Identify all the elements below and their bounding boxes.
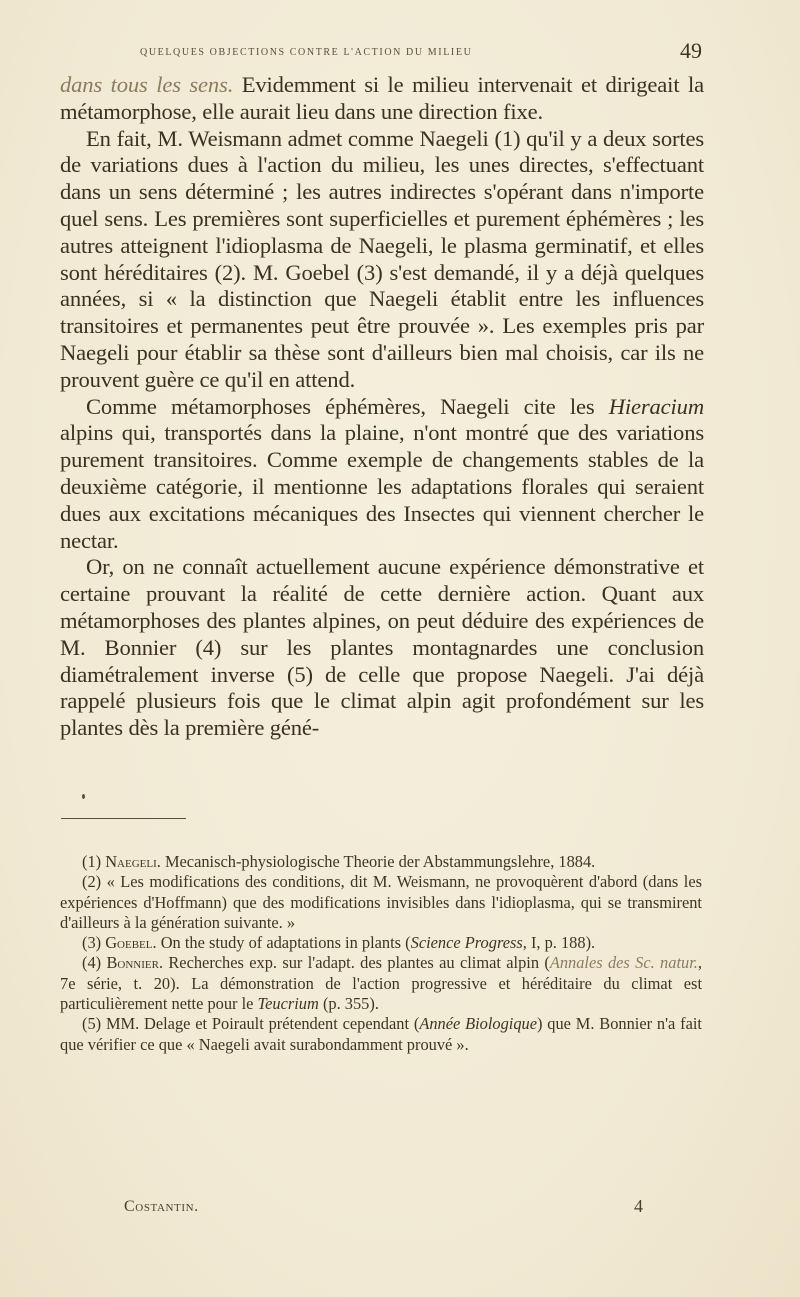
footnote-marker: (3): [82, 933, 106, 953]
footnote-5: [60, 1014, 702, 1055]
footnote-author: Bonnier: [106, 953, 159, 973]
paragraph-4: [60, 554, 704, 742]
footnote-marker: (2): [82, 872, 107, 892]
footnote-marker: (4): [82, 953, 107, 973]
footnote-italic: Annales des Sc. natur.: [549, 953, 698, 973]
footnote-4: [60, 953, 702, 1014]
footnote-text: , I, p. 188).: [522, 933, 596, 953]
signature-number: 4: [634, 1196, 643, 1216]
paragraph-text: En fait, M. Weismann admet comme Naegeli (1) qu'il y a deux sortes de variations dues à l'action du milieu, les unes directes, s'effectuant dans un sens déterminé ; les autres indirectes s'opérant dans n'importe quel sens. Les premières sont superficielles et purement éphémères ; les autres atteignent l'idioplasma de Naegeli, le plasma germinatif, et elles sont héréditaires (2). M. Goebel (3) s'est demandé, il y a déjà quelques années, si « la distinction que Naegeli établit entre les influences transitoires et permanentes peut être prouvée ». Les exemples pris par Naegeli pour établir sa thèse sont d'ailleurs bien mal choisis, car ils ne prouvent guère ce qu'il en attend.: [60, 125, 704, 392]
paragraph-text: Or, on ne connaît actuellement aucune expérience démonstrative et certaine prouvant la réalité de cette dernière action. Quant aux métamorphoses des plantes alpines, on peut déduire des expériences de M. Bonnier (4) sur les plantes montagnardes une conclusion diamétralement inverse (5) de celle que propose Naegeli. J'ai déjà rappelé plusieurs fois que le climat alpin agit profondément sur les plantes dès la première géné-: [60, 554, 704, 741]
paragraph-2: [60, 126, 704, 394]
body-text: [60, 72, 704, 742]
footnote-italic: Année Biologique: [419, 1014, 538, 1034]
paragraph-1: [60, 72, 704, 126]
footnote-text: , 7e série, t. 20). La démonstration de l'action progressive et héréditaire du climat est particulièrement nette pour le: [60, 953, 702, 1014]
footnote-marker: (1): [82, 852, 106, 871]
footnote-text: . On the study of adaptations in plants (: [152, 933, 411, 953]
running-title: quelques objections contre l'action du milieu: [140, 44, 473, 59]
footnote-3: [60, 933, 702, 953]
page-number: 49: [680, 38, 702, 63]
footnote-italic: Science Progress: [410, 933, 523, 953]
footnotes: [60, 852, 702, 1055]
paragraph-3: [60, 394, 704, 555]
footnote-author: Naegeli: [105, 852, 157, 871]
footnote-rule: [61, 818, 186, 819]
footnote-text: . Recherches exp. sur l'adapt. des plantes au climat alpin (: [158, 953, 550, 973]
footnote-2: [60, 872, 702, 933]
footnote-italic: Teucrium: [257, 994, 319, 1014]
footnote-marker: (5): [82, 1014, 106, 1034]
italic-lead: dans tous les sens.: [60, 72, 234, 97]
running-head: [78, 38, 702, 68]
footnote-author: Goebel: [105, 933, 153, 953]
signature-name: Costantin.: [124, 1198, 199, 1215]
paragraph-text: Evidemment si le milieu intervenait et dirigeait la métamorphose, elle aurait lieu dans une direction fixe.: [60, 72, 704, 124]
footnote-text: ) que M. Bonnier n'a fait que vérifier ce que « Naegeli avait surabondamment prouvé ».: [60, 1014, 702, 1054]
italic-taxon: Hieracium: [608, 393, 704, 419]
footnote-1: [60, 852, 702, 872]
footnote-text: . Mecanisch-physiologische Theorie der Abstammungslehre, 1884.: [156, 852, 596, 871]
ink-spot: [82, 794, 85, 799]
footnote-text: « Les modifications des conditions, dit M. Weismann, ne provoquèrent d'abord (dans les expériences d'Hoffmann) que des modifications invisibles dans l'idioplasma, qui se transmirent d'ailleurs à la génération suivante. »: [60, 872, 702, 932]
paragraph-text: Comme métamorphoses éphémères, Naegeli cite les: [86, 393, 609, 419]
footnote-text: (p. 355).: [318, 994, 379, 1014]
printer-signature: [124, 1198, 644, 1216]
footnote-text: MM. Delage et Poirault prétendent cependant (: [105, 1014, 420, 1034]
paragraph-text: alpins qui, transportés dans la plaine, n'ont montré que des variations purement transitoires. Comme exemple de changements stables de la deuxième catégorie, il mentionne les adaptations florales qui seraient dues aux excitations mécaniques des Insectes qui viennent chercher le nectar.: [60, 420, 704, 553]
